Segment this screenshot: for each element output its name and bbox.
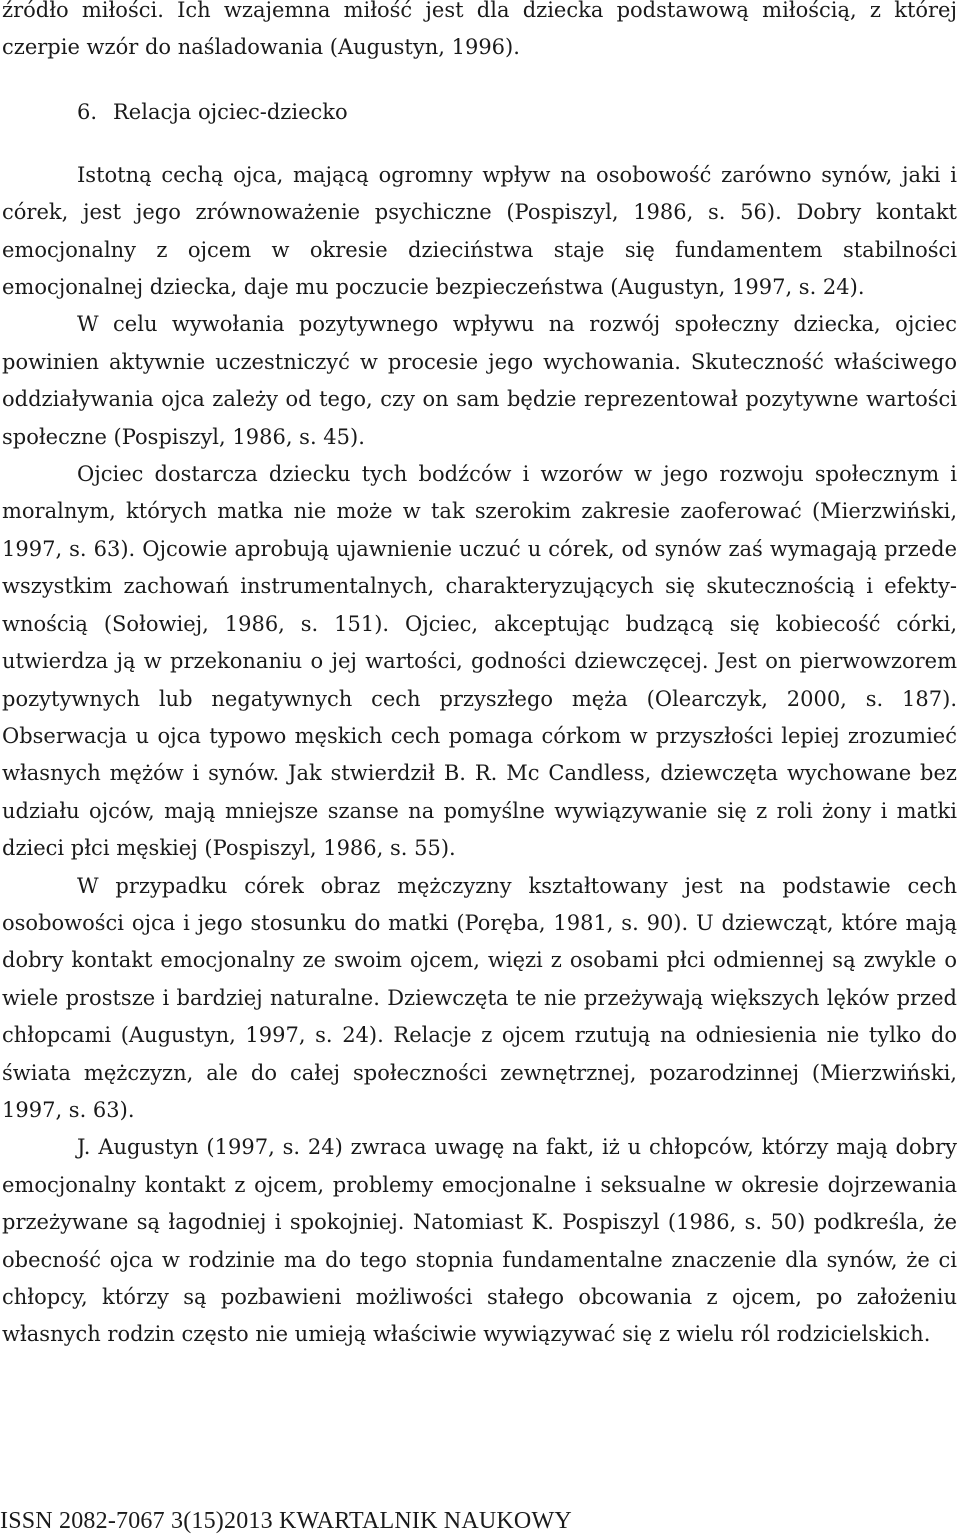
paragraph-3: Ojciec dostarcza dziecku tych bodźców i wzorów w jego rozwoju społecznym i moralnym, których matka nie może w tak szerokim zakresie zaoferować (Mierzwiński, 1997, s. 63). Ojcowie aprobują ujawnienie uczuć u córek, od synów zaś wymagają przede wszystkim zachowań instrumentalnych, charakteryzujących się skutecznością i efektywnością (Sołowiej, 1986, s. 151). Ojciec, akceptując budzącą się kobiecość córki, utwierdza ją w przekonaniu o jej wartości, godności dziewczęcej. Jest on pierwowzorem pozytywnych lub negatywnych cech przyszłego męża (Olearczyk, 2000, s. 187). Obserwacja u ojca typowo męskich cech pomaga córkom w przyszłości lepiej zrozumieć własnych mężów i synów. Jak stwierdził B. R. Mc Candless, dziewczęta wychowane bez udziału ojców, mają mniejsze szanse na pomyślne wywiązywanie się z roli żony i matki dzieci płci męskiej (Pospiszyl, 1986, s. 55). (2, 462, 957, 861)
paragraph-5: J. Augustyn (1997, s. 24) zwraca uwagę na fakt, iż u chłopców, którzy mają dobry emocjonalny kontakt z ojcem, problemy emocjonalne i seksualne w okresie dojrzewania przeżywane są łagodniej i spokojniej. Natomiast K. Pospiszyl (1986, s. 50) podkreśla, że obecność ojca w rodzinie ma do tego stopnia fundamentalne znaczenie dla synów, że ci chłopcy, którzy są pozbawieni możliwości stałego obcowania z ojcem, po założeniu własnych rodzin często nie umieją właściwie wywiązywać się z wielu ról rodzicielskich. (2, 1135, 957, 1347)
paragraph-4: W przypadku córek obraz mężczyzny kształtowany jest na podstawie cech osobowości ojca i jego stosunku do matki (Poręba, 1981, s. 90). U dziewcząt, które mają dobry kontakt emocjonalny ze swoim ojcem, więzi z osobami płci odmiennej są zwykle o wiele prostsze i bardziej naturalne. Dziewczęta te nie przeżywają większych lęków przed chłopcami (Augustyn, 1997, s. 24). Relacje z ojcem rzutują na odniesienia nie tylko do świata mężczyzn, ale do całej społeczności zewnętrznej, pozarodzinnej (Mierzwiński, 1997, s. 63). (2, 873, 957, 1122)
page-footer: ISSN 2082-7067 3(15)2013 KWARTALNIK NAUKOWY (0, 1508, 572, 1534)
paragraph-1: Istotną cechą ojca, mającą ogromny wpływ na osobowość zarówno synów, jaki i córek, jest jego zrównoważenie psychiczne (Pospiszyl, 1986, s. 56). Dobry kontakt emocjonalny z ojcem w okresie dzieciństwa staje się fundamentem stabilności emocjonalnej dziecka, daje mu poczucie bezpieczeństwa (Augustyn, 1997, s. 24). (2, 162, 957, 300)
section-heading (2, 94, 957, 131)
section-title: Relacja ojciec-dziecko (113, 99, 348, 124)
section-number: 6. (77, 99, 98, 124)
paragraph-2: W celu wywołania pozytywnego wpływu na rozwój społeczny dziecka, ojciec powinien aktywnie uczestniczyć w procesie jego wychowania. Skuteczność właściwego oddziaływania ojca zależy od tego, czy on sam będzie reprezentował pozytywne wartości społeczne (Pospiszyl, 1986, s. 45). (2, 312, 957, 449)
paragraph-continuation: źródło miłości. Ich wzajemna miłość jest dla dziecka podstawową miłością, z której czerpie wzór do naśladowania (Augustyn, 1996). (2, 0, 957, 60)
